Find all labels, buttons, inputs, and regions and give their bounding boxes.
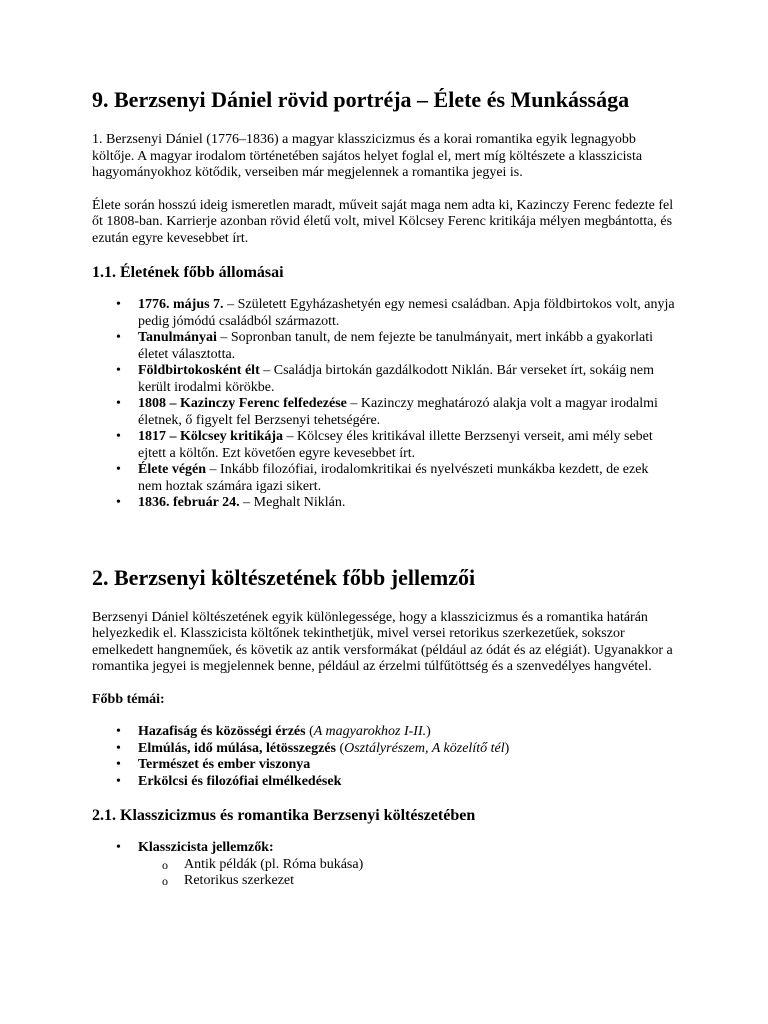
- intro-paragraph-2: Élete során hosszú ideig ismeretlen maradt, műveit saját maga nem adta ki, Kazinczy Ferenc fedezte fel őt 1808-ban. Karrierje azonban rövid életű volt, mivel Kölcsey Ferenc kritikája mélyen megbántotta, és ezután egyre kevesebbet írt.: [92, 197, 674, 246]
- intro-paragraph-1: 1. Berzsenyi Dániel (1776–1836) a magyar klasszicizmus és a korai romantika egyik legnagyobb költője. A magyar irodalom történetében sajátos helyet foglal el, mert míg költészete a klasszicista hagyományokhoz kötődik, verseiben már megjelennek a romantika jegyei is.: [92, 132, 643, 180]
- list-item: • Tanulmányai – Sopronban tanult, de nem fejezte be tanulmányait, mert inkább a gyakorlati életet választotta.: [138, 330, 676, 363]
- list-item: • 1776. május 7. – Született Egyházashetyén egy nemesi családban. Apja földbirtokos volt, anyja pedig jómódú családból származott.: [138, 297, 676, 330]
- themes-label: Főbb témái:: [92, 691, 165, 707]
- list-item: • 1808 – Kazinczy Ferenc felfedezése – Kazinczy meghatározó alakja volt a magyar irodalmi életnek, ő figyelt fel Berzsenyi tehetségére.: [138, 396, 676, 429]
- list-item: • Klasszicista jellemzők: o Antik példák (pl. Róma bukása) o Retorikus szerkezet: [138, 840, 676, 890]
- section-2-title: 2. Berzsenyi költészetének főbb jellemzői: [92, 564, 476, 590]
- section-2-1-title: 2.1. Klasszicizmus és romantika Berzsenyi költészetében: [92, 807, 476, 824]
- list-item: • Természet és ember viszonya: [138, 757, 676, 774]
- classicist-list: [92, 840, 676, 890]
- main-title: 9. Berzsenyi Dániel rövid portréja – Élete és Munkássága: [92, 87, 630, 112]
- life-events-list: [92, 297, 676, 512]
- sub-list-item: o Antik példák (pl. Róma bukása): [184, 857, 676, 874]
- classicist-sublist: [138, 857, 676, 890]
- sub-list-item: o Retorikus szerkezet: [184, 873, 676, 890]
- list-item: • Földbirtokosként élt – Családja birtokán gazdálkodott Niklán. Bár verseket írt, sokáig nem került irodalmi körökbe.: [138, 363, 676, 396]
- section-2-paragraph: Berzsenyi Dániel költészetének egyik különlegessége, hogy a klasszicizmus és a romantika határán helyezkedik el. Klasszicista költőnek tekinthetjük, mivel versei retorikus szerkezetűek, sokszor emelkedett hangneműek, és követik az antik versformákat (például az ódát és az elégiát). Ugyanakkor a romantika jegyei is megjelennek benne, például az érzelmi túlfűtöttség és a szenvedélyes hangvétel.: [92, 609, 673, 674]
- list-item: • Élete végén – Inkább filozófiai, irodalomkritikai és nyelvészeti munkákba kezdett, de ezek nem hoztak számára igazi sikert.: [138, 462, 676, 495]
- list-item: • Elmúlás, idő múlása, létösszegzés (Osztályrészem, A közelítő tél): [138, 741, 676, 758]
- themes-list: [92, 724, 676, 790]
- list-item: • Erkölcsi és filozófiai elmélkedések: [138, 774, 676, 791]
- list-item: • 1836. február 24. – Meghalt Niklán.: [138, 495, 676, 512]
- list-item: • Hazafiság és közösségi érzés (A magyarokhoz I-II.): [138, 724, 676, 741]
- list-item: • 1817 – Kölcsey kritikája – Kölcsey éles kritikával illette Berzsenyi verseit, ami mély sebet ejtett a költőn. Ezt követően egyre kevesebbet írt.: [138, 429, 676, 462]
- section-1-1-title: 1.1. Életének főbb állomásai: [92, 264, 284, 281]
